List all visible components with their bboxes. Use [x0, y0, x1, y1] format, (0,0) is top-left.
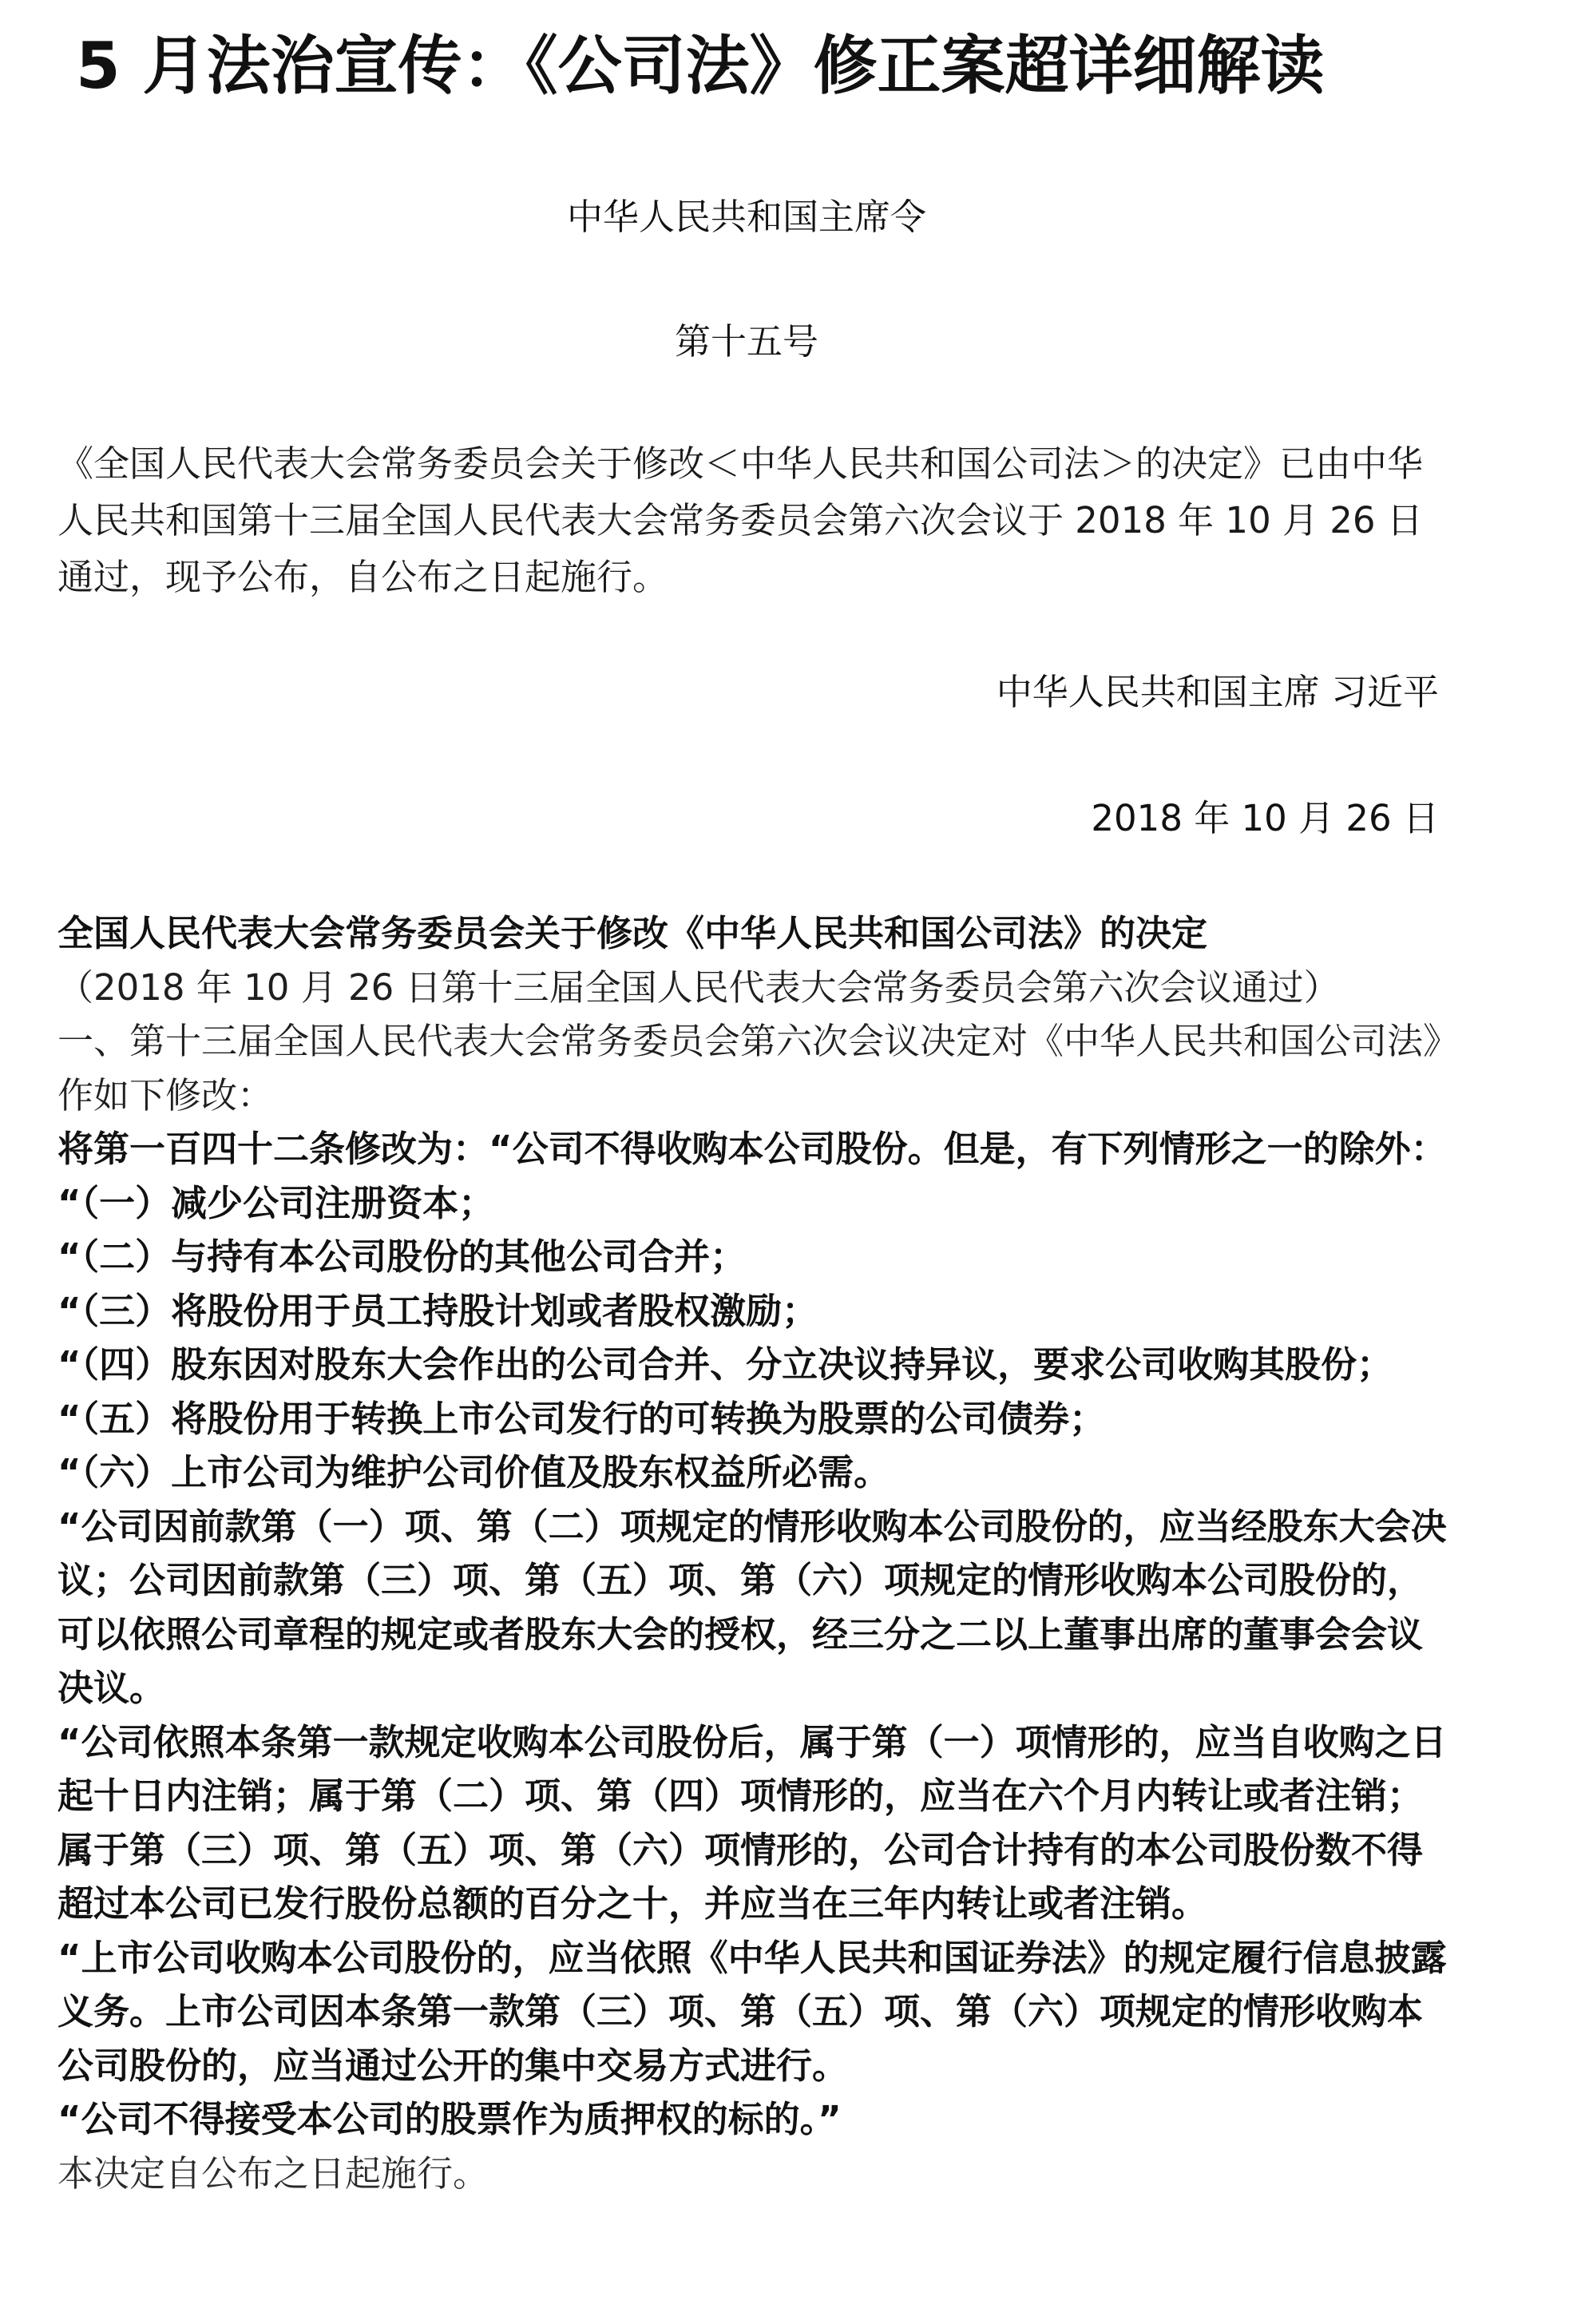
amendment-paragraph: “公司因前款第（一）项、第（二）项规定的情形收购本公司股份的，应当经股东大会决议；公司因前款第（三）项、第（五）项、第（六）项规定的情形收购本公司股份的，可以依照公司章程的规定或者股东大会的授权，经三分之二以上董事出席的董事会会议决议。 [57, 1505, 1447, 1709]
order-signature: 中华人民共和国主席 习近平 [996, 671, 1439, 713]
amendment-item: “（五）将股份用于转换上市公司发行的可转换为股票的公司债券； [57, 1397, 1106, 1440]
amendment-item: “（六）上市公司为维护公司价值及股东权益所必需。 [57, 1451, 890, 1493]
order-issuer: 中华人民共和国主席令 [566, 196, 926, 238]
amendment-item: “（三）将股份用于员工持股计划或者股权激励； [57, 1289, 818, 1332]
amendment-paragraph: “上市公司收购本公司股份的，应当依照《中华人民共和国证券法》的规定履行信息披露义务。上市公司因本条第一款第（三）项、第（五）项、第（六）项规定的情形收购本公司股份的，应当通过公开的集中交易方式进行。 [57, 1936, 1447, 2087]
amendment-lead: 将第一百四十二条修改为：“公司不得收购本公司股份。但是，有下列情形之一的除外： [57, 1128, 1447, 1170]
order-date: 2018 年 10 月 26 日 [1091, 797, 1439, 839]
amendment-item: “（一）减少公司注册资本； [57, 1181, 495, 1224]
order-text: 《全国人民代表大会常务委员会关于修改＜中华人民共和国公司法＞的决定》已由中华人民共和国第十三届全国人民代表大会常务委员会第六次会议于 2018 年 10 月 26 日通过，现予公布，自公布之日起施行。 [57, 442, 1424, 598]
order-number: 第十五号 [674, 320, 818, 363]
amendment-paragraph: “公司不得接受本公司的股票作为质押权的标的。” [57, 2098, 842, 2140]
decision-effective: 本决定自公布之日起施行。 [57, 2151, 489, 2195]
amendment-item: “（二）与持有本公司股份的其他公司合并； [57, 1235, 747, 1278]
decision-adopted: （2018 年 10 月 26 日第十三届全国人民代表大会常务委员会第六次会议通过） [57, 966, 1340, 1009]
amendment-item: “（四）股东因对股东大会作出的公司合并、分立决议持异议，要求公司收购其股份； [57, 1343, 1393, 1386]
decision-heading: 全国人民代表大会常务委员会关于修改《中华人民共和国公司法》的决定 [57, 912, 1208, 954]
decision-intro: 一、第十三届全国人民代表大会常务委员会第六次会议决定对《中华人民共和国公司法》作如下修改： [57, 1020, 1441, 1116]
decision-body [57, 906, 1447, 2200]
article-title: 5 月法治宣传：《公司法》修正案超详细解读 [76, 29, 1325, 103]
amendment-paragraph: “公司依照本条第一款规定收购本公司股份后，属于第（一）项情形的，应当自收购之日起十日内注销；属于第（二）项、第（四）项情形的，应当在六个月内转让或者注销；属于第（三）项、第（五）项、第（六）项情形的，公司合计持有的本公司股份数不得超过本公司已发行股份总额的百分之十，并应当在三年内转让或者注销。 [57, 1720, 1447, 1925]
